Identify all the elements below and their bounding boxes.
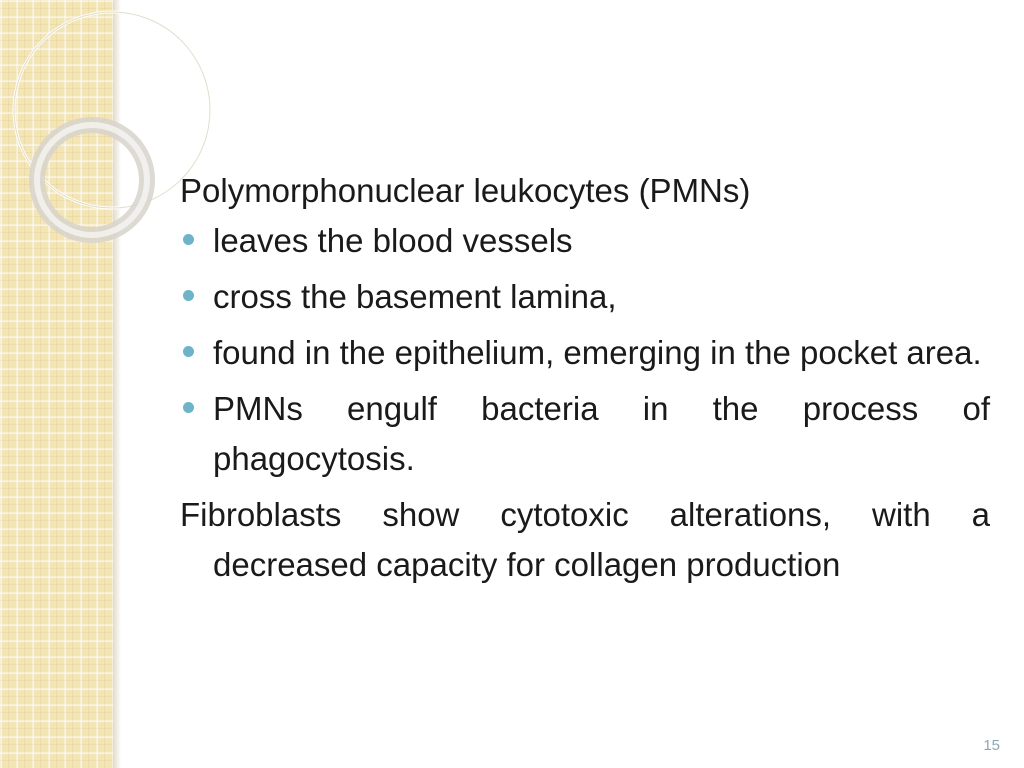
bullet-dot-icon <box>183 290 194 301</box>
bullet-item <box>180 216 990 266</box>
slide-body <box>180 166 990 590</box>
bullet-text: cross the basement lamina, <box>213 278 617 315</box>
bullet-text: leaves the blood vessels <box>213 222 573 259</box>
bullet-item <box>180 272 990 322</box>
slide-heading: Polymorphonuclear leukocytes (PMNs) <box>180 172 751 209</box>
bullet-dot-icon <box>183 234 194 245</box>
page-number: 15 <box>983 737 1000 754</box>
bullet-text: found in the epithelium, emerging in the pocket area. <box>213 334 982 371</box>
bullet-dot-icon <box>183 346 194 357</box>
bullet-dot-icon <box>183 402 194 413</box>
bullet-item <box>180 384 990 484</box>
bullet-item <box>180 328 990 378</box>
bullet-text: PMNs engulf bacteria in the process of phagocytosis. <box>213 390 990 477</box>
closing-paragraph: Fibroblasts show cytotoxic alterations, with a decreased capacity for collagen production <box>180 496 990 583</box>
